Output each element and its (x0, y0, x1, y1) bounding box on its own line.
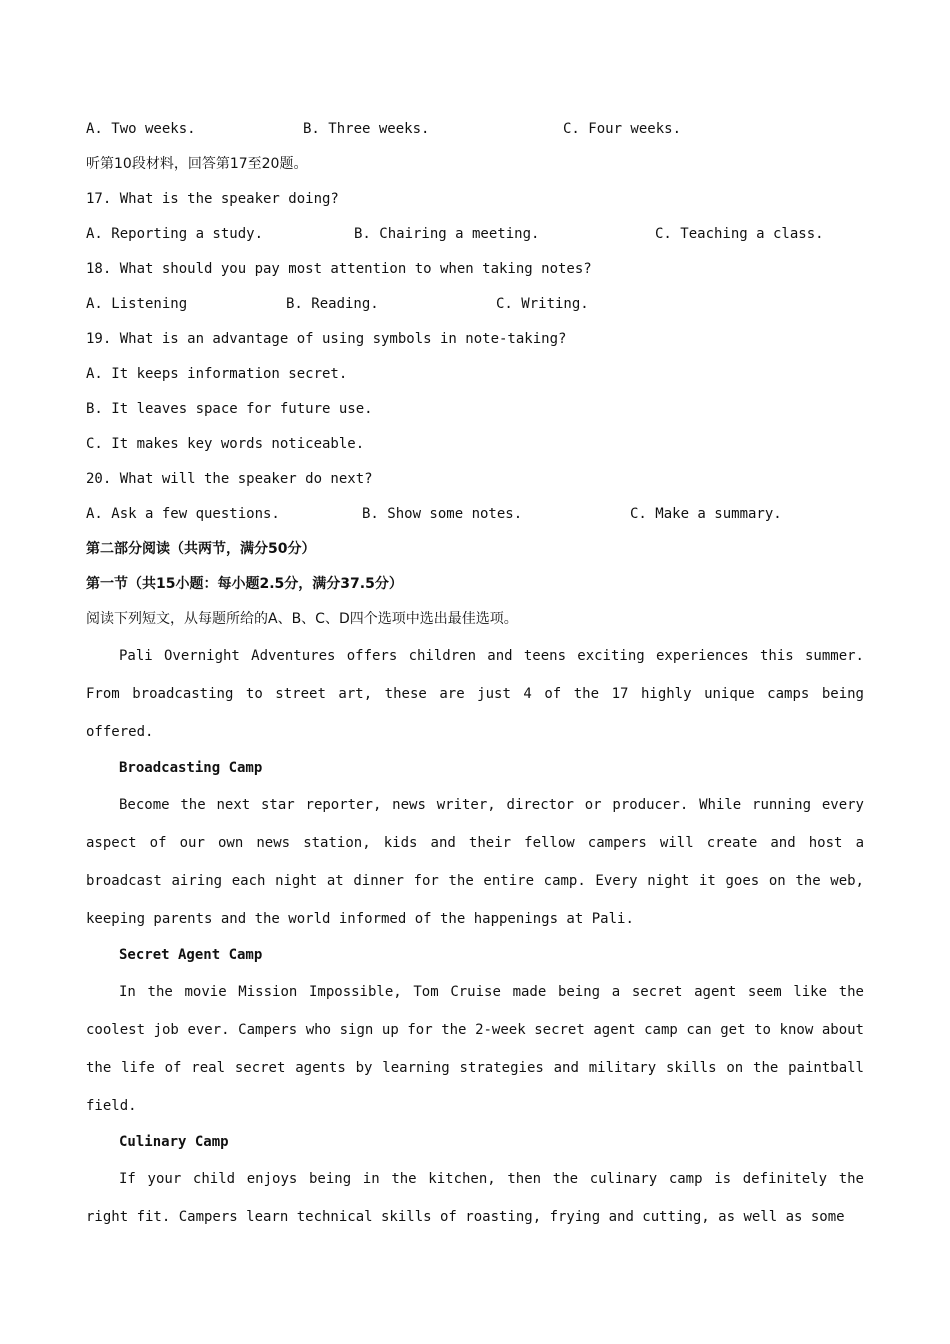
question-options (86, 287, 864, 322)
question-options (86, 217, 864, 252)
option-c: C. It makes key words noticeable. (86, 436, 365, 452)
part-title: 第二部分阅读（共两节，满分50分） (86, 541, 316, 557)
passage-intro: Pali Overnight Adventures offers children and teens exciting experiences this summer. From broadcasting to street art, these are just 4 of the 17 highly unique camps being offered. (86, 648, 864, 740)
camp-paragraph: In the movie Mission Impossible, Tom Cruise made being a secret agent seem like the coolest job ever. Campers who sign up for the 2-week secret agent camp can get to know about the life of real secret agents by learning strategies and military skills on the paintball field. (86, 984, 864, 1114)
question-options (86, 497, 864, 532)
question-stem: 18. What should you pay most attention to when taking notes? (86, 261, 592, 277)
option-b: B. Reading. (286, 296, 379, 312)
q16-options (86, 112, 864, 147)
section-instruction: 听第10段材料，回答第17至20题。 (86, 156, 308, 172)
option-c: C. Make a summary. (630, 506, 782, 522)
camp-paragraph: Become the next star reporter, news writer, director or producer. While running every aspect of our own news station, kids and their fellow campers will create and host a broadcast airing each night at dinner for the entire camp. Every night it goes on the web, keeping parents and the world informed of the happenings at Pali. (86, 797, 864, 927)
option-a: A. It keeps information secret. (86, 366, 348, 382)
camp-paragraph: If your child enjoys being in the kitchen, then the culinary camp is definitely the right fit. Campers learn technical skills of roasting, frying and cutting, as well as some (86, 1171, 864, 1225)
section-title: 第一节（共15小题：每小题2.5分，满分37.5分） (86, 576, 403, 592)
option-a: A. Two weeks. (86, 121, 196, 137)
option-c: C. Writing. (496, 296, 589, 312)
option-a: A. Ask a few questions. (86, 506, 280, 522)
exam-page (86, 112, 864, 1236)
option-c: C. Four weeks. (563, 121, 682, 137)
option-b: B. It leaves space for future use. (86, 401, 373, 417)
option-a: A. Listening (86, 296, 188, 312)
option-c: C. Teaching a class. (655, 226, 824, 242)
question-stem: 20. What will the speaker do next? (86, 471, 373, 487)
camp-heading: Secret Agent Camp (119, 947, 263, 963)
camp-heading: Broadcasting Camp (119, 760, 263, 776)
question-stem: 19. What is an advantage of using symbols in note-taking? (86, 331, 567, 347)
option-a: A. Reporting a study. (86, 226, 264, 242)
option-b: B. Three weeks. (303, 121, 430, 137)
option-b: B. Show some notes. (362, 506, 523, 522)
question-stem: 17. What is the speaker doing? (86, 191, 339, 207)
camp-heading: Culinary Camp (119, 1134, 229, 1150)
reading-instruction: 阅读下列短文，从每题所给的A、B、C、D四个选项中选出最佳选项。 (86, 611, 518, 627)
option-b: B. Chairing a meeting. (354, 226, 540, 242)
